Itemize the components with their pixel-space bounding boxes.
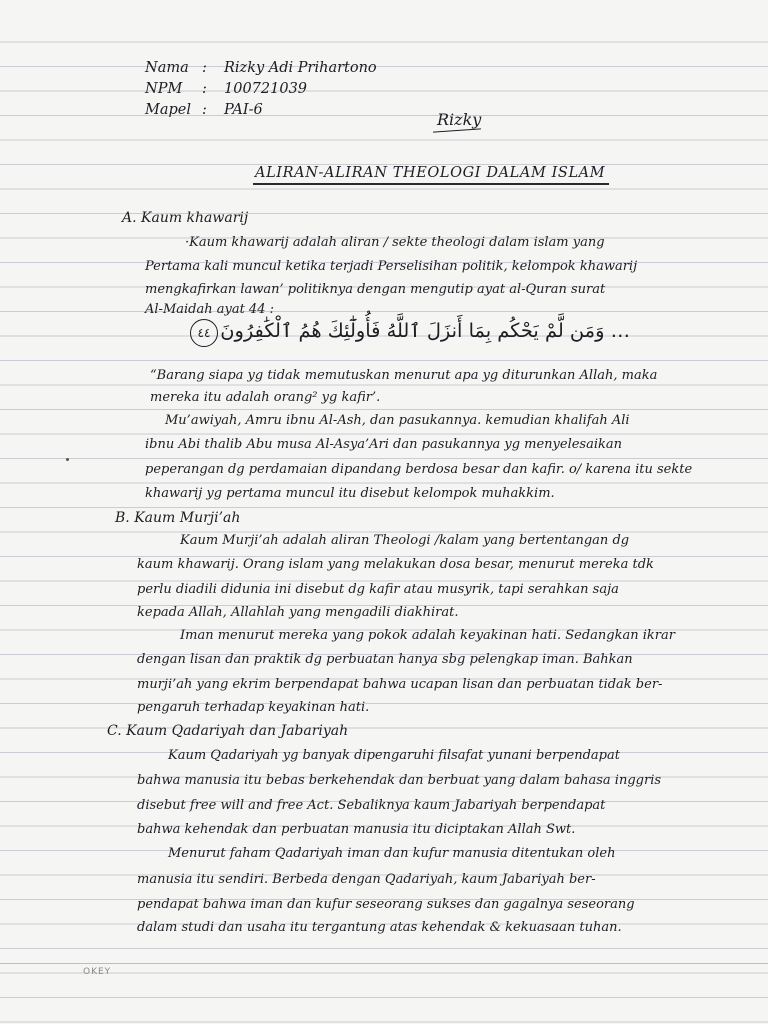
section-a-para2-line: peperangan dg perdamaian dipandang berdosa besar dan kafir. o/ karena itu sekte [145, 462, 693, 477]
section-c-para1-line: bahwa manusia itu bebas berkehendak dan berbuat yang dalam bahasa inggris [137, 773, 662, 788]
section-b-para2-line: Iman menurut mereka yang pokok adalah keyakinan hati. Sedangkan ikrar [180, 628, 675, 643]
name-colon: : [202, 60, 207, 76]
npm-colon: : [202, 81, 207, 97]
mapel-row [145, 102, 263, 118]
bottom-margin-rule [0, 963, 768, 964]
mapel-colon: : [202, 102, 207, 118]
section-b-para2-line: murji’ah yang ekrim berpendapat bahwa ucapan lisan dan perbuatan tidak ber- [137, 677, 663, 692]
section-a-para2-line: khawarij yg pertama muncul itu disebut kelompok muhakkim. [145, 486, 555, 501]
mapel-label: Mapel [145, 102, 191, 118]
section-c-para1-line: Kaum Qadariyah yg banyak dipengaruhi filsafat yunani berpendapat [168, 748, 620, 763]
verse-number-badge: ٤٤ [190, 319, 218, 347]
section-b-para1-line: kepada Allah, Allahlah yang mengadili diakhirat. [137, 605, 459, 620]
section-c-para2-line: pendapat bahwa iman dan kufur seseorang sukses dan gagalnya seseorang [137, 897, 635, 912]
section-c-para2-line: Menurut faham Qadariyah iman dan kufur manusia ditentukan oleh [168, 846, 616, 861]
section-c-para2-line: dalam studi dan usaha itu tergantung atas kehendak & kekuasaan tuhan. [137, 920, 622, 935]
arabic-verse: … وَمَن لَّمْ يَحْكُم بِمَا أَنزَلَ ٱللَّهُ فَأُولَٰٓئِكَ هُمُ ٱلْكَٰفِرُونَ [220, 319, 630, 342]
section-b-para1-line: kaum khawarij. Orang islam yang melakukan dosa besar, menurut mereka tdk [137, 557, 654, 572]
section-a-para2-line: ibnu Abi thalib Abu musa Al-Asya’Ari dan pasukannya yg menyelesaikan [145, 437, 623, 452]
npm-row [145, 81, 307, 97]
section-b-heading: B. Kaum Murji’ah [115, 510, 241, 526]
title-underline [253, 183, 609, 185]
name-label: Nama [145, 60, 189, 76]
section-b-para1-line: Kaum Murji’ah adalah aliran Theologi /kalam yang bertentangan dg [180, 533, 630, 548]
section-a-line: ·Kaum khawarij adalah aliran / sekte theologi dalam islam yang [185, 235, 605, 250]
section-b-para2-line: pengaruh terhadap keyakinan hati. [137, 700, 370, 715]
section-c-heading: C. Kaum Qadariyah dan Jabariyah [107, 723, 349, 739]
section-a-heading: A. Kaum khawarij [122, 210, 249, 226]
page-title: ALIRAN-ALIRAN THEOLOGI DALAM ISLAM [255, 165, 606, 181]
section-a-line: Al-Maidah ayat 44 : [145, 302, 274, 317]
mapel-value: PAI-6 [224, 102, 263, 118]
section-c-para1-line: bahwa kehendak dan perbuatan manusia itu diciptakan Allah Swt. [137, 822, 576, 837]
section-c-para2-line: manusia itu sendiri. Berbeda dengan Qadariyah, kaum Jabariyah ber- [137, 872, 596, 887]
section-b-para1-line: perlu diadili didunia ini disebut dg kafir atau musyrik, tapi serahkan saja [137, 582, 619, 597]
section-a-line: Pertama kali muncul ketika terjadi Perselisihan politik, kelompok khawarij [145, 259, 638, 274]
section-c-para1-line: disebut free will and free Act. Sebaliknya kaum Jabariyah berpendapat [137, 798, 606, 813]
footer-brand: OKEY [83, 967, 112, 977]
translation-line: mereka itu adalah orang² yg kafir’. [150, 390, 381, 405]
translation-line: “Barang siapa yg tidak memutuskan menurut apa yg diturunkan Allah, maka [150, 368, 658, 383]
signature: Rizky [437, 110, 482, 129]
name-value: Rizky Adi Prihartono [224, 60, 377, 76]
signature-underline [433, 128, 481, 133]
section-a-para2-line: Mu’awiyah, Amru ibnu Al-Ash, dan pasukannya. kemudian khalifah Ali [165, 413, 630, 428]
section-b-para2-line: dengan lisan dan praktik dg perbuatan hanya sbg pelengkap iman. Bahkan [137, 652, 633, 667]
npm-label: NPM [145, 81, 183, 97]
name-row [145, 60, 377, 76]
npm-value: 100721039 [224, 81, 308, 97]
margin-mark [66, 458, 69, 461]
section-a-line: mengkafirkan lawan’ politiknya dengan mengutip ayat al-Quran surat [145, 282, 606, 297]
